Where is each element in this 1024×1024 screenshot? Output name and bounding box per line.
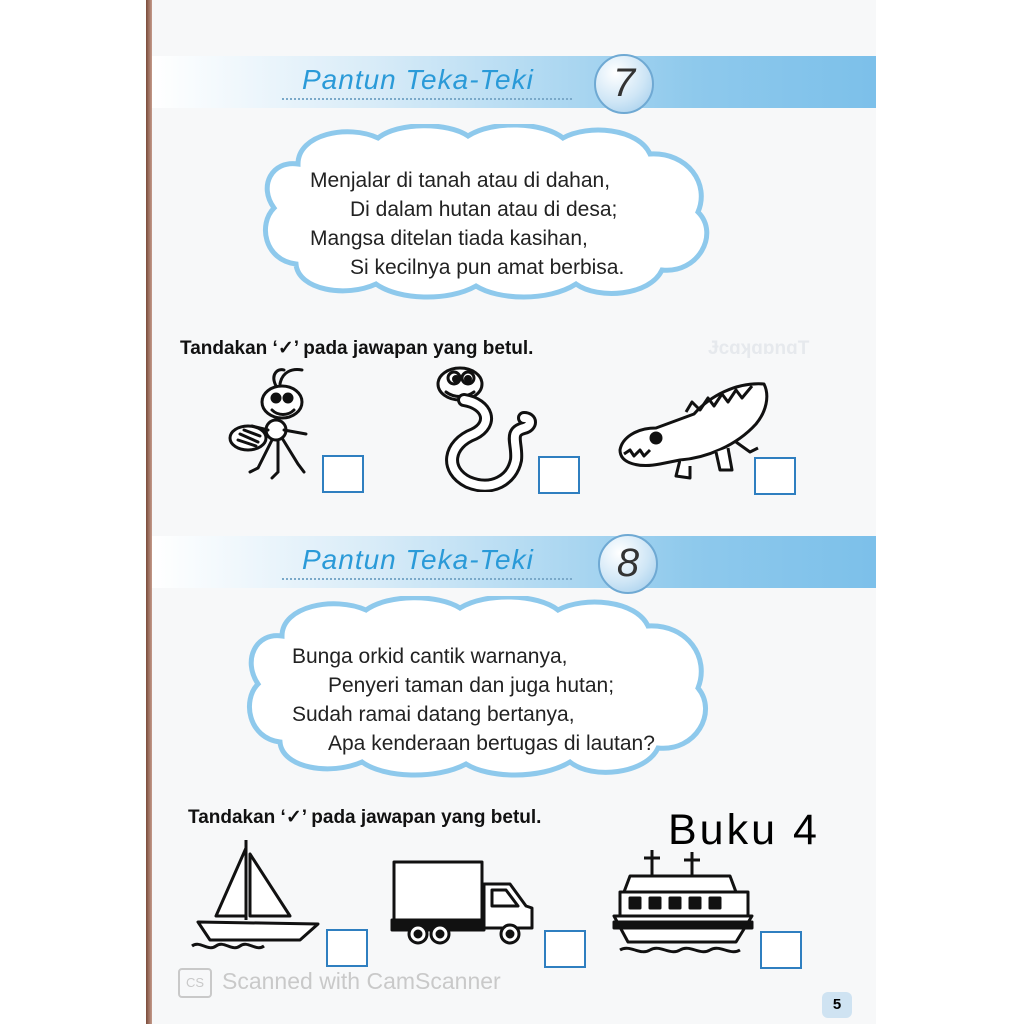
tick-mark-icon: ✓ <box>285 807 302 828</box>
poem-line: Di dalam hutan atau di desa; <box>350 198 618 221</box>
right-margin <box>876 0 1024 1024</box>
scanner-watermark <box>178 968 501 998</box>
instruction-prefix: Tandakan ‘ <box>188 807 286 828</box>
poem-cloud <box>242 596 716 780</box>
answer-checkbox-sailboat[interactable] <box>326 929 368 967</box>
ferry-illustration <box>610 846 756 958</box>
sailboat-illustration <box>188 836 320 952</box>
camscanner-logo-icon: CS <box>178 968 212 998</box>
poem-text <box>310 166 624 282</box>
left-margin <box>0 0 152 1024</box>
instruction-suffix: ’ pada jawapan yang betul. <box>293 338 534 359</box>
answer-checkbox-crocodile[interactable] <box>754 457 796 495</box>
poem-line: Apa kenderaan bertugas di lautan? <box>328 732 655 755</box>
tick-mark-icon: ✓ <box>277 338 294 359</box>
poem-line: Sudah ramai datang bertanya, <box>292 703 575 726</box>
poem-line: Penyeri taman dan juga hutan; <box>328 674 615 697</box>
page-number: 5 <box>822 992 852 1018</box>
section-banner-7 <box>152 56 876 108</box>
poem-text <box>292 642 655 758</box>
section-banner-8 <box>152 536 876 588</box>
lorry-illustration <box>388 858 538 946</box>
section-title: Pantun Teka-Teki <box>302 544 534 575</box>
dotted-underline <box>282 98 572 100</box>
answer-checkbox-lorry[interactable] <box>544 930 586 968</box>
answer-checkbox-ant[interactable] <box>322 455 364 493</box>
instruction-prefix: Tandakan ‘ <box>180 338 278 359</box>
snake-illustration <box>428 364 538 492</box>
show-through-text: ɈϲɑʞɑɒnɑT <box>708 338 810 359</box>
poem-line: Menjalar di tanah atau di dahan, <box>310 169 611 192</box>
section-number-badge: 7 <box>594 54 654 114</box>
instruction <box>180 337 533 360</box>
crocodile-illustration <box>616 376 772 486</box>
poem-line: Mangsa ditelan tiada kasihan, <box>310 227 588 250</box>
poem-line: Bunga orkid cantik warnanya, <box>292 645 568 668</box>
section-number-badge: 8 <box>598 534 658 594</box>
overlay-label: Buku 4 <box>668 806 820 854</box>
dotted-underline <box>282 578 572 580</box>
instruction <box>188 806 541 829</box>
ant-illustration <box>222 364 322 488</box>
scanner-text: Scanned with CamScanner <box>222 968 501 995</box>
section-title: Pantun Teka-Teki <box>302 64 534 95</box>
answer-checkbox-ferry[interactable] <box>760 931 802 969</box>
answer-checkbox-snake[interactable] <box>538 456 580 494</box>
poem-line: Si kecilnya pun amat berbisa. <box>350 256 625 279</box>
instruction-suffix: ’ pada jawapan yang betul. <box>301 807 542 828</box>
poem-cloud <box>258 124 718 300</box>
